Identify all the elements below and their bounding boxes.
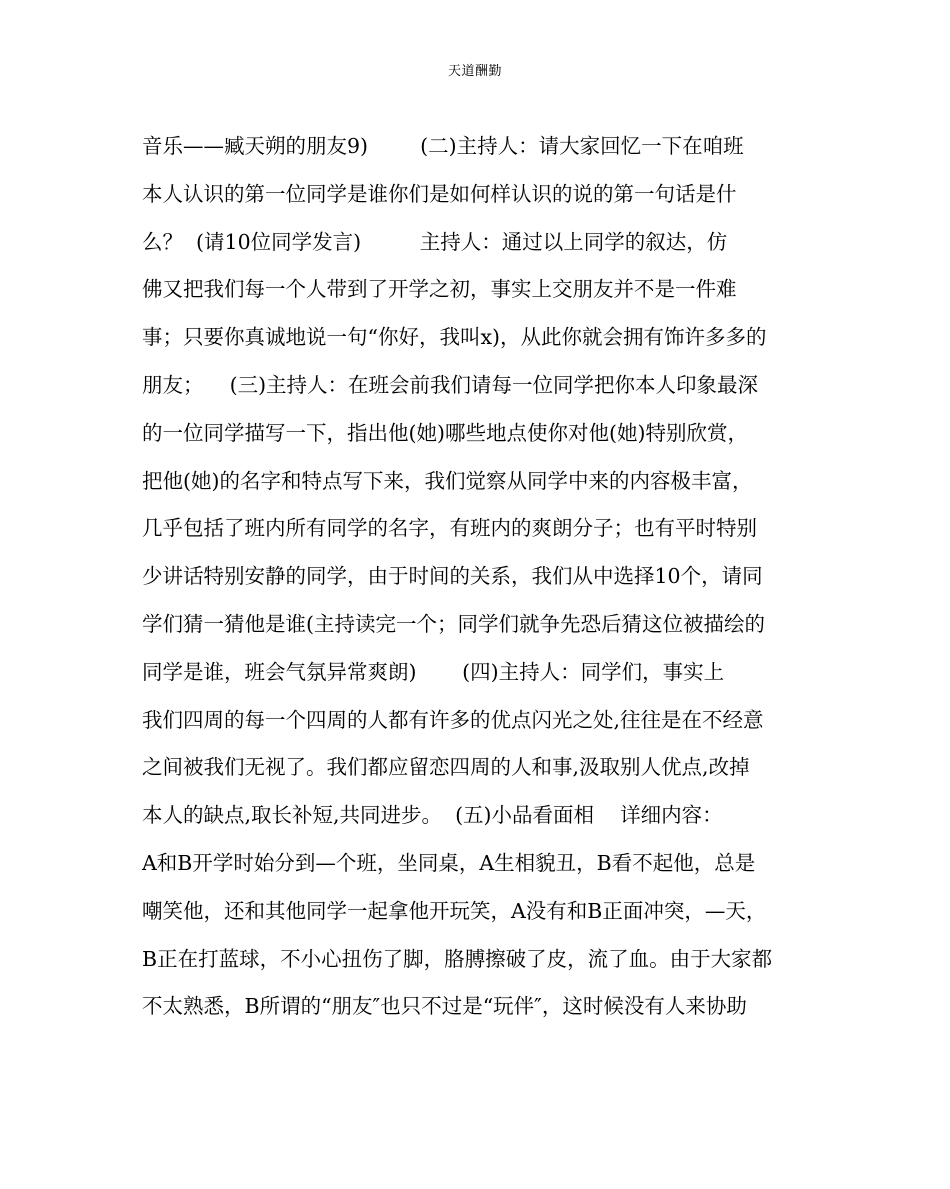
text-line: 嘲笑他，还和其他同学一起拿他开玩笑，A没有和B正面冲突，—天， (142, 898, 767, 923)
text-line: B正在打蓝球，不小心扭伤了脚，胳膊擦破了皮，流了血。由于大家都 (142, 946, 773, 971)
text-line: 的一位同学描写一下，指出他(她)哪些地点使你对他(她)特别欣赏， (142, 420, 748, 445)
page-header: 天道酬勤 (447, 64, 502, 79)
text-line: 本人认识的第一位同学是谁你们是如何样认识的说的第一句话是什 (142, 181, 737, 206)
text-line: 把他(她)的名字和特点写下来，我们觉察从同学中来的内容极丰富， (142, 468, 753, 493)
text-line: 么？ (请10位同学发言) 主持人：通过以上同学的叙达，仿 (142, 229, 728, 254)
text-line: 朋友； (三)主持人：在班会前我们请每一位同学把你本人印象最深 (142, 372, 759, 397)
text-line: 我们四周的每一个四周的人都有许多的优点闪光之处,往往是在不经意 (142, 707, 764, 732)
text-line: 同学是谁，班会气氛异常爽朗) (四)主持人：同学们，事实上 (142, 659, 725, 684)
text-line: 音乐——臧天朔的朋友9) (二)主持人：请大家回忆一下在咱班 (142, 134, 744, 158)
document-body (142, 128, 814, 1036)
text-line: 几乎包括了班内所有同学的名字，有班内的爽朗分子；也有平时特别 (142, 516, 757, 541)
text-line: A和B开学时始分到—个班，坐同桌，A生相貌丑，B看不起他，总是 (142, 850, 756, 875)
text-line: 少讲话特别安静的同学，由于时间的关系，我们从中选择10个，请同 (142, 564, 763, 589)
text-line: 本人的缺点,取长补短,共同进步。 (五)小品看面相 详细内容： (142, 803, 723, 828)
text-line: 事；只要你真诚地说一句“你好，我叫x)，从此你就会拥有饰许多多的 (142, 325, 767, 350)
text-line: 佛又把我们每一个人带到了开学之初，事实上交朋友并不是一件难 (142, 277, 737, 302)
text-line: 学们猜一猜他是谁(主持读完一个；同学们就争先恐后猜这位被描绘的 (142, 611, 765, 636)
text-line: 之间被我们无视了。我们都应留恋四周的人和事,汲取别人优点,改掉 (142, 755, 750, 780)
text-line: 不太熟悉，B所谓的“朋友″也只不过是“玩伴″，这时候没有人来协助 (142, 994, 747, 1019)
